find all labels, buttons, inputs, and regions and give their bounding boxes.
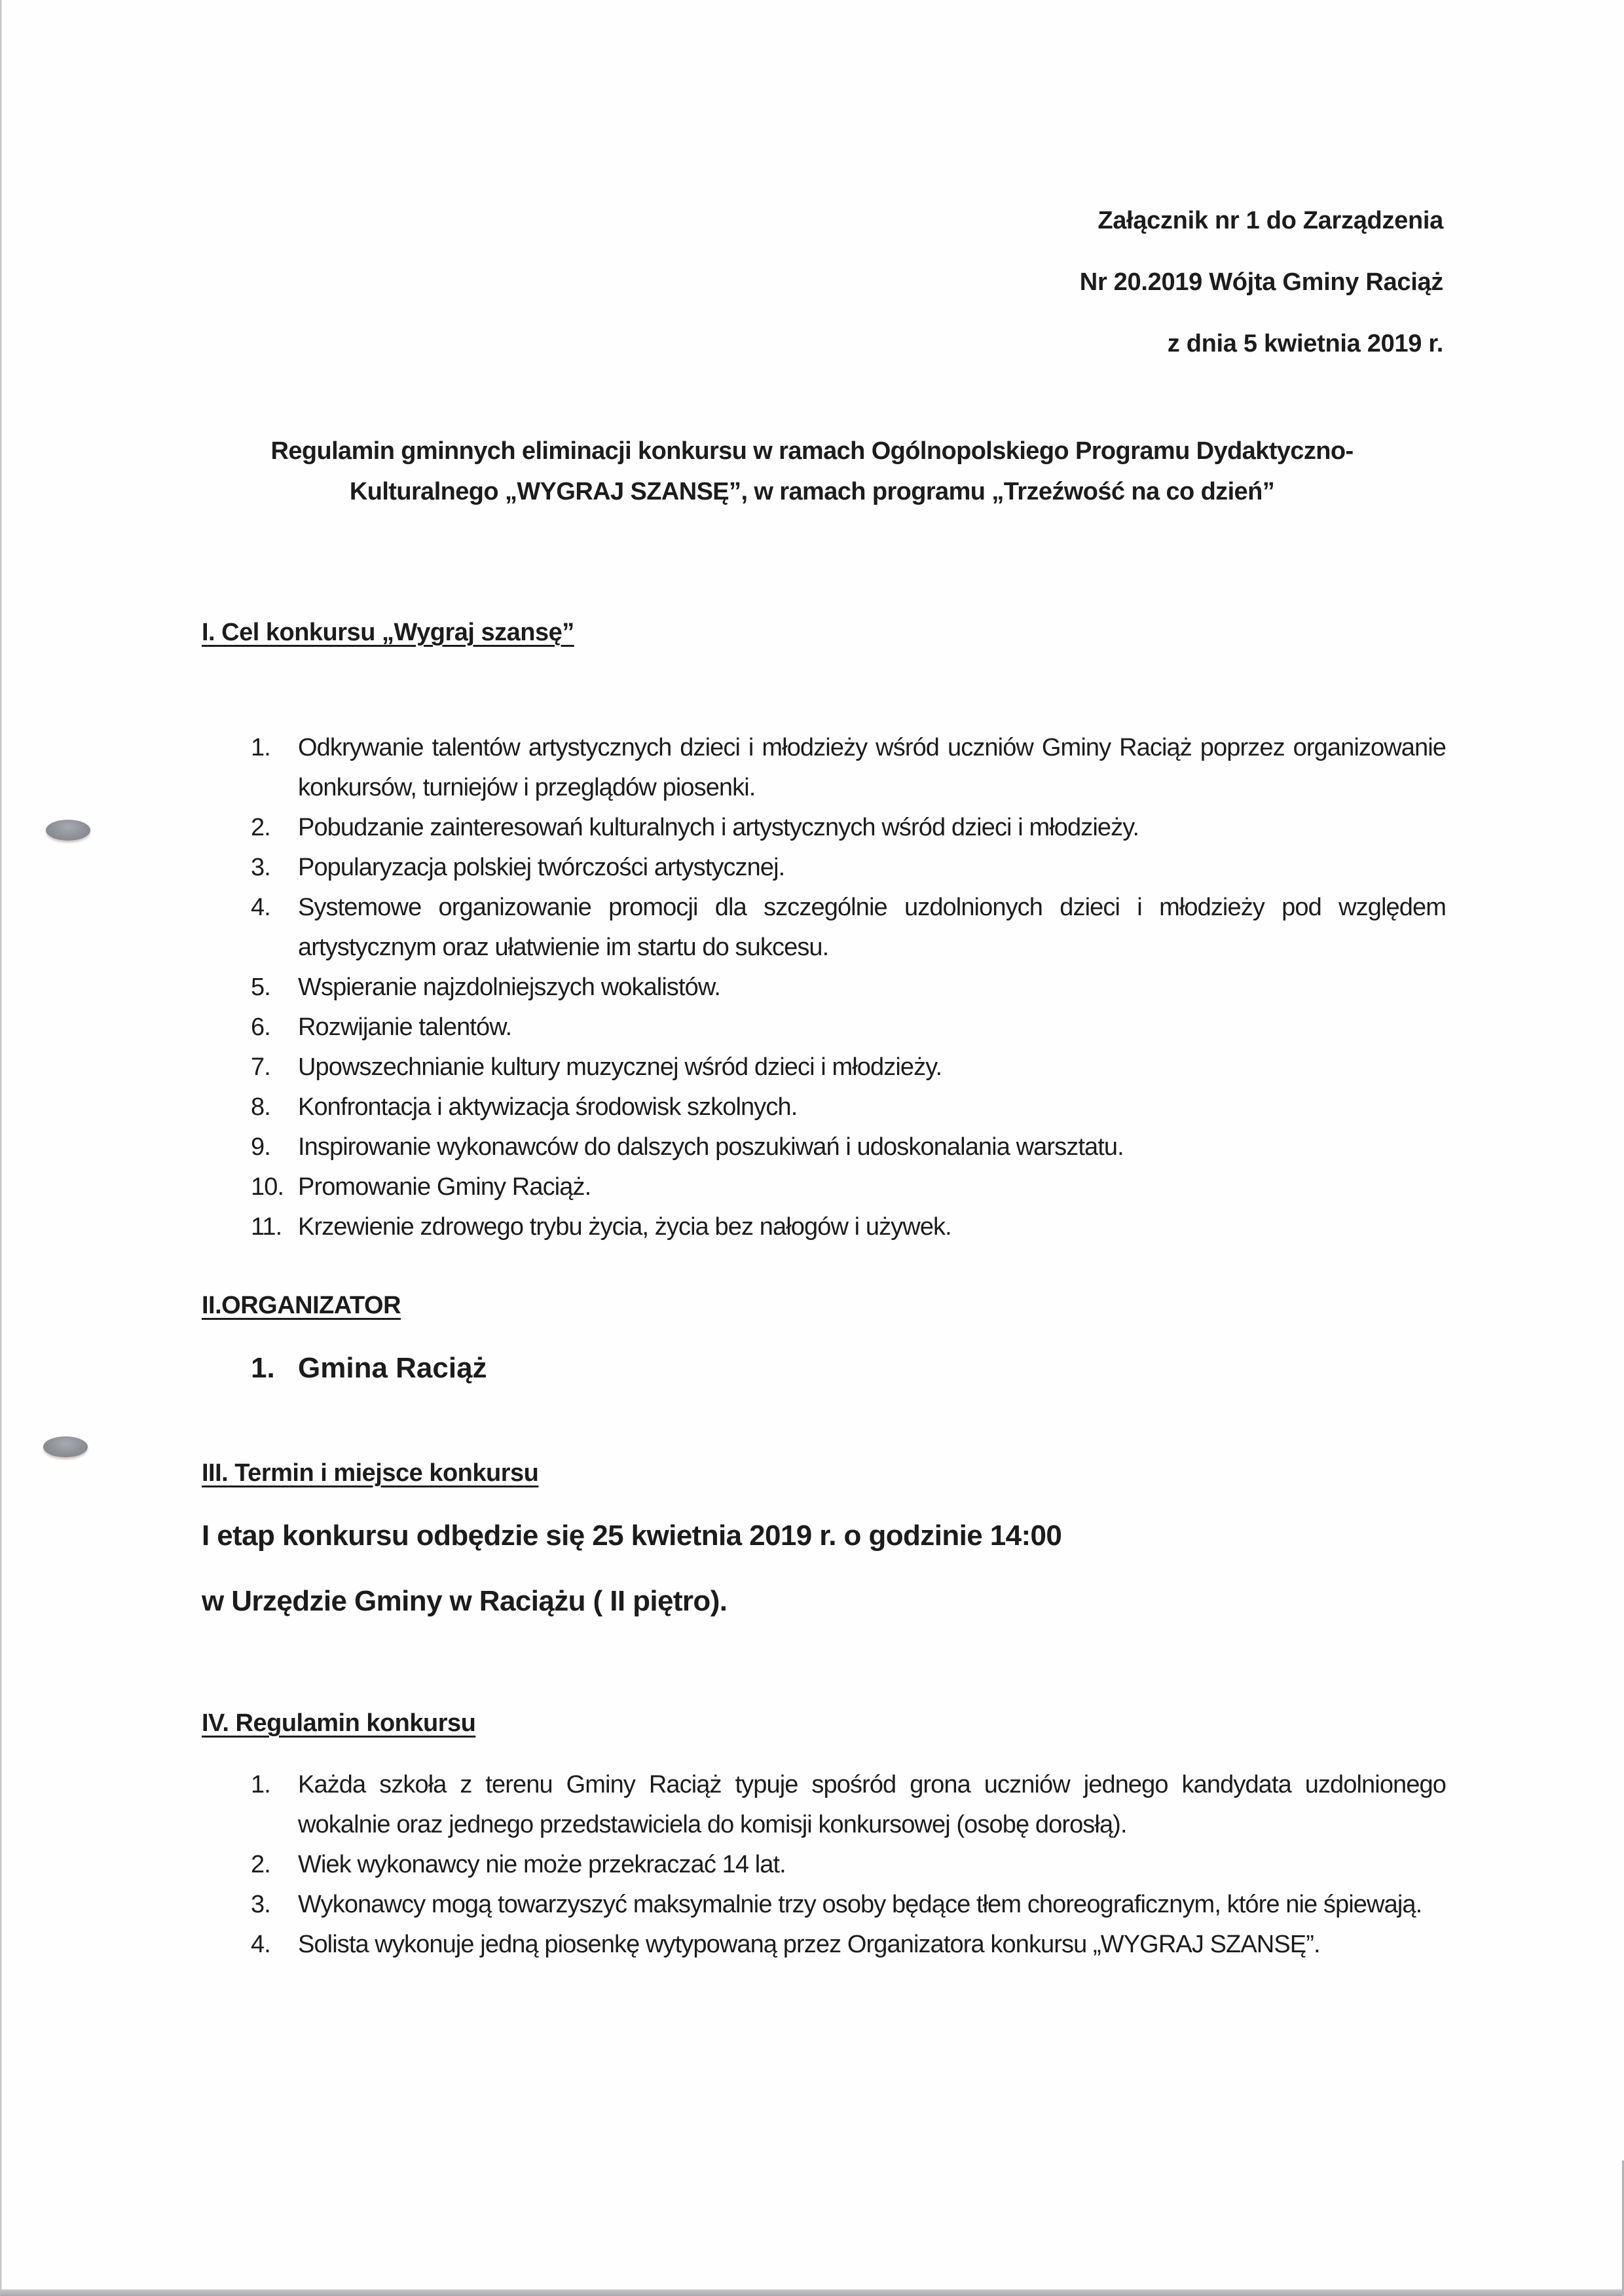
list-item: 2. Wiek wykonawcy nie może przekraczać 14 lat.: [251, 1851, 786, 1878]
title-line-1: Regulamin gminnych eliminacji konkursu w ramach Ogólnopolskiego Programu Dydaktyczno-: [270, 437, 1354, 465]
document-title: [196, 431, 1428, 512]
list-item: 7. Upowszechnianie kultury muzycznej wśród dzieci i młodzieży.: [251, 1053, 942, 1081]
list-item: 1. Każda szkoła z terenu Gminy Raciąż typuje spośród grona uczniów jednego kandydata uzdolnionego wokalnie oraz jednego przedstawiciela do komisji konkursowej (osobę dorosłą).: [251, 1771, 1446, 1838]
list-item: 5. Wspieranie najzdolniejszych wokalistów.: [251, 974, 720, 1001]
schedule-date-line: I etap konkursu odbędzie się 25 kwietnia 2019 r. o godzinie 14:00: [202, 1520, 1062, 1552]
list-item: 11. Krzewienie zdrowego trybu życia, życia bez nałogów i używek.: [251, 1213, 951, 1241]
punch-hole-icon: [46, 820, 90, 841]
section-heading-schedule: III. Termin i miejsce konkursu: [202, 1459, 539, 1487]
list-item: 1. Odkrywanie talentów artystycznych dzieci i młodzieży wśród uczniów Gminy Raciąż poprzez organizowanie konkursów, turniejów i przeglądów piosenki.: [251, 734, 1446, 801]
list-item: 2. Pobudzanie zainteresowań kulturalnych i artystycznych wśród dzieci i młodzieży.: [251, 814, 1139, 841]
organizer-name: Gmina Raciąż: [298, 1352, 487, 1384]
section-heading-goals: I. Cel konkursu „Wygraj szansę”: [202, 619, 574, 646]
list-item: 4. Solista wykonuje jedną piosenkę wytypowaną przez Organizatora konkursu „WYGRAJ SZANSĘ”.: [251, 1931, 1320, 1958]
list-item: 3. Wykonawcy mogą towarzyszyć maksymalnie trzy osoby będące tłem choreograficznym, które nie śpiewają.: [251, 1891, 1422, 1918]
schedule-place-line: w Urzędzie Gminy w Raciążu ( II piętro).: [202, 1585, 728, 1617]
goals-list: [251, 728, 1446, 1247]
list-item: 4. Systemowe organizowanie promocji dla szczególnie uzdolnionych dzieci i młodzieży pod względem artystycznym oraz ułatwienie im startu do sukcesu.: [251, 894, 1446, 961]
list-item: 10. Promowanie Gminy Raciąż.: [251, 1173, 591, 1201]
annex-line-1: Załącznik nr 1 do Zarządzenia: [1098, 207, 1443, 234]
list-item: 8. Konfrontacja i aktywizacja środowisk szkolnych.: [251, 1093, 798, 1121]
organizer-list-item: 1. Gmina Raciąż: [251, 1352, 487, 1384]
section-heading-organizer: II.ORGANIZATOR: [202, 1292, 401, 1319]
annex-header: [1080, 190, 1443, 374]
list-item: 3. Popularyzacja polskiej twórczości artystycznej.: [251, 854, 785, 881]
rules-list: [251, 1765, 1446, 1965]
list-item: 9. Inspirowanie wykonawców do dalszych poszukiwań i udoskonalania warsztatu.: [251, 1133, 1124, 1161]
section-heading-rules: IV. Regulamin konkursu: [202, 1709, 476, 1737]
scan-edge-bottom: [0, 2289, 1624, 2296]
title-line-2: Kulturalnego „WYGRAJ SZANSĘ”, w ramach programu „Trzeźwość na co dzień”: [349, 478, 1275, 505]
scan-edge-left: [0, 0, 2, 2296]
punch-hole-icon: [43, 1436, 88, 1457]
annex-line-3: z dnia 5 kwietnia 2019 r.: [1167, 330, 1443, 357]
list-item: 6. Rozwijanie talentów.: [251, 1013, 512, 1041]
annex-line-2: Nr 20.2019 Wójta Gminy Raciąż: [1079, 268, 1443, 296]
